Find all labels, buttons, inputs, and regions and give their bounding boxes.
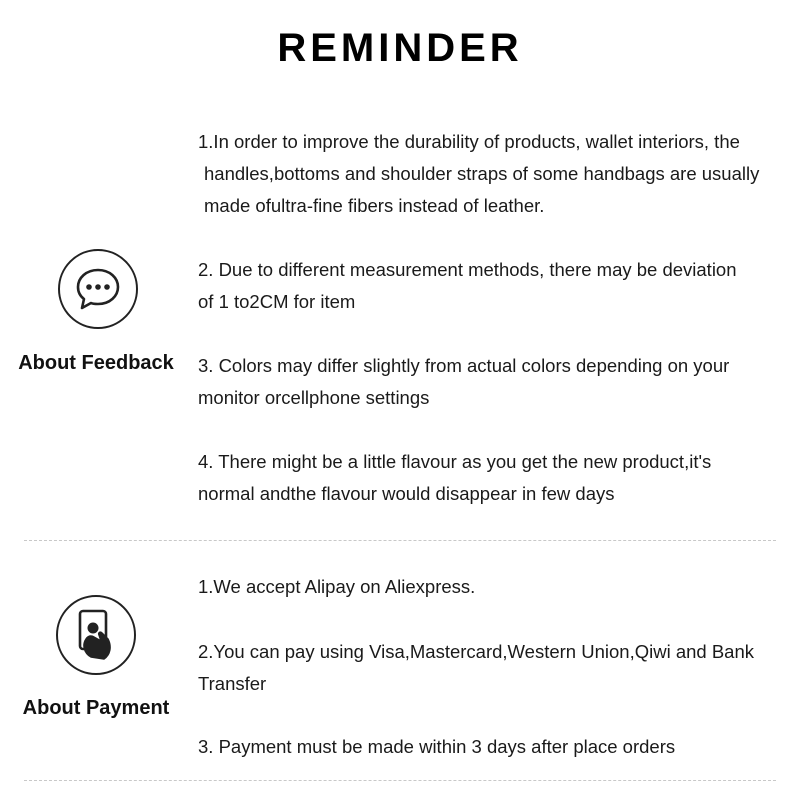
feedback-item-1-line-2: handles,bottoms and shoulder straps of some handbags are usually (204, 163, 760, 184)
feedback-item-2-line-2: of 1 to2CM for item (198, 291, 356, 312)
section-divider (24, 540, 776, 541)
section-divider (24, 780, 776, 781)
payment-item-2 (198, 636, 754, 700)
page-title: REMINDER (277, 26, 523, 70)
feedback-item-3-line-2: monitor orcellphone settings (198, 387, 430, 408)
payment-item-1 (198, 571, 475, 603)
feedback-section-label: About Feedback (18, 352, 174, 374)
payment-section-label: About Payment (22, 697, 170, 719)
feedback-item-4-line-1: 4. There might be a little flavour as you get the new product,it's (198, 451, 712, 472)
feedback-item-1-line-3: made ofultra-fine fibers instead of leather. (204, 195, 545, 216)
feedback-item-1 (198, 126, 759, 222)
feedback-item-2 (198, 254, 737, 318)
chat-bubble-icon (58, 249, 138, 329)
feedback-item-3-line-1: 3. Colors may differ slightly from actual colors depending on your (198, 355, 730, 376)
payment-item-2-line-2: Transfer (198, 673, 267, 694)
payment-item-3-line-1: 3. Payment must be made within 3 days after place orders (198, 736, 676, 757)
phone-payment-icon (56, 595, 136, 675)
payment-item-3 (198, 731, 675, 763)
feedback-item-2-line-1: 2. Due to different measurement methods, there may be deviation (198, 259, 737, 280)
feedback-item-4 (198, 446, 711, 510)
feedback-item-1-line-1: 1.In order to improve the durability of products, wallet interiors, the (198, 131, 740, 152)
feedback-item-3 (198, 350, 729, 414)
feedback-item-4-line-2: normal andthe flavour would disappear in few days (198, 483, 615, 504)
payment-item-1-line-1: 1.We accept Alipay on Aliexpress. (198, 576, 476, 597)
payment-item-2-line-1: 2.You can pay using Visa,Mastercard,Western Union,Qiwi and Bank (198, 641, 754, 662)
